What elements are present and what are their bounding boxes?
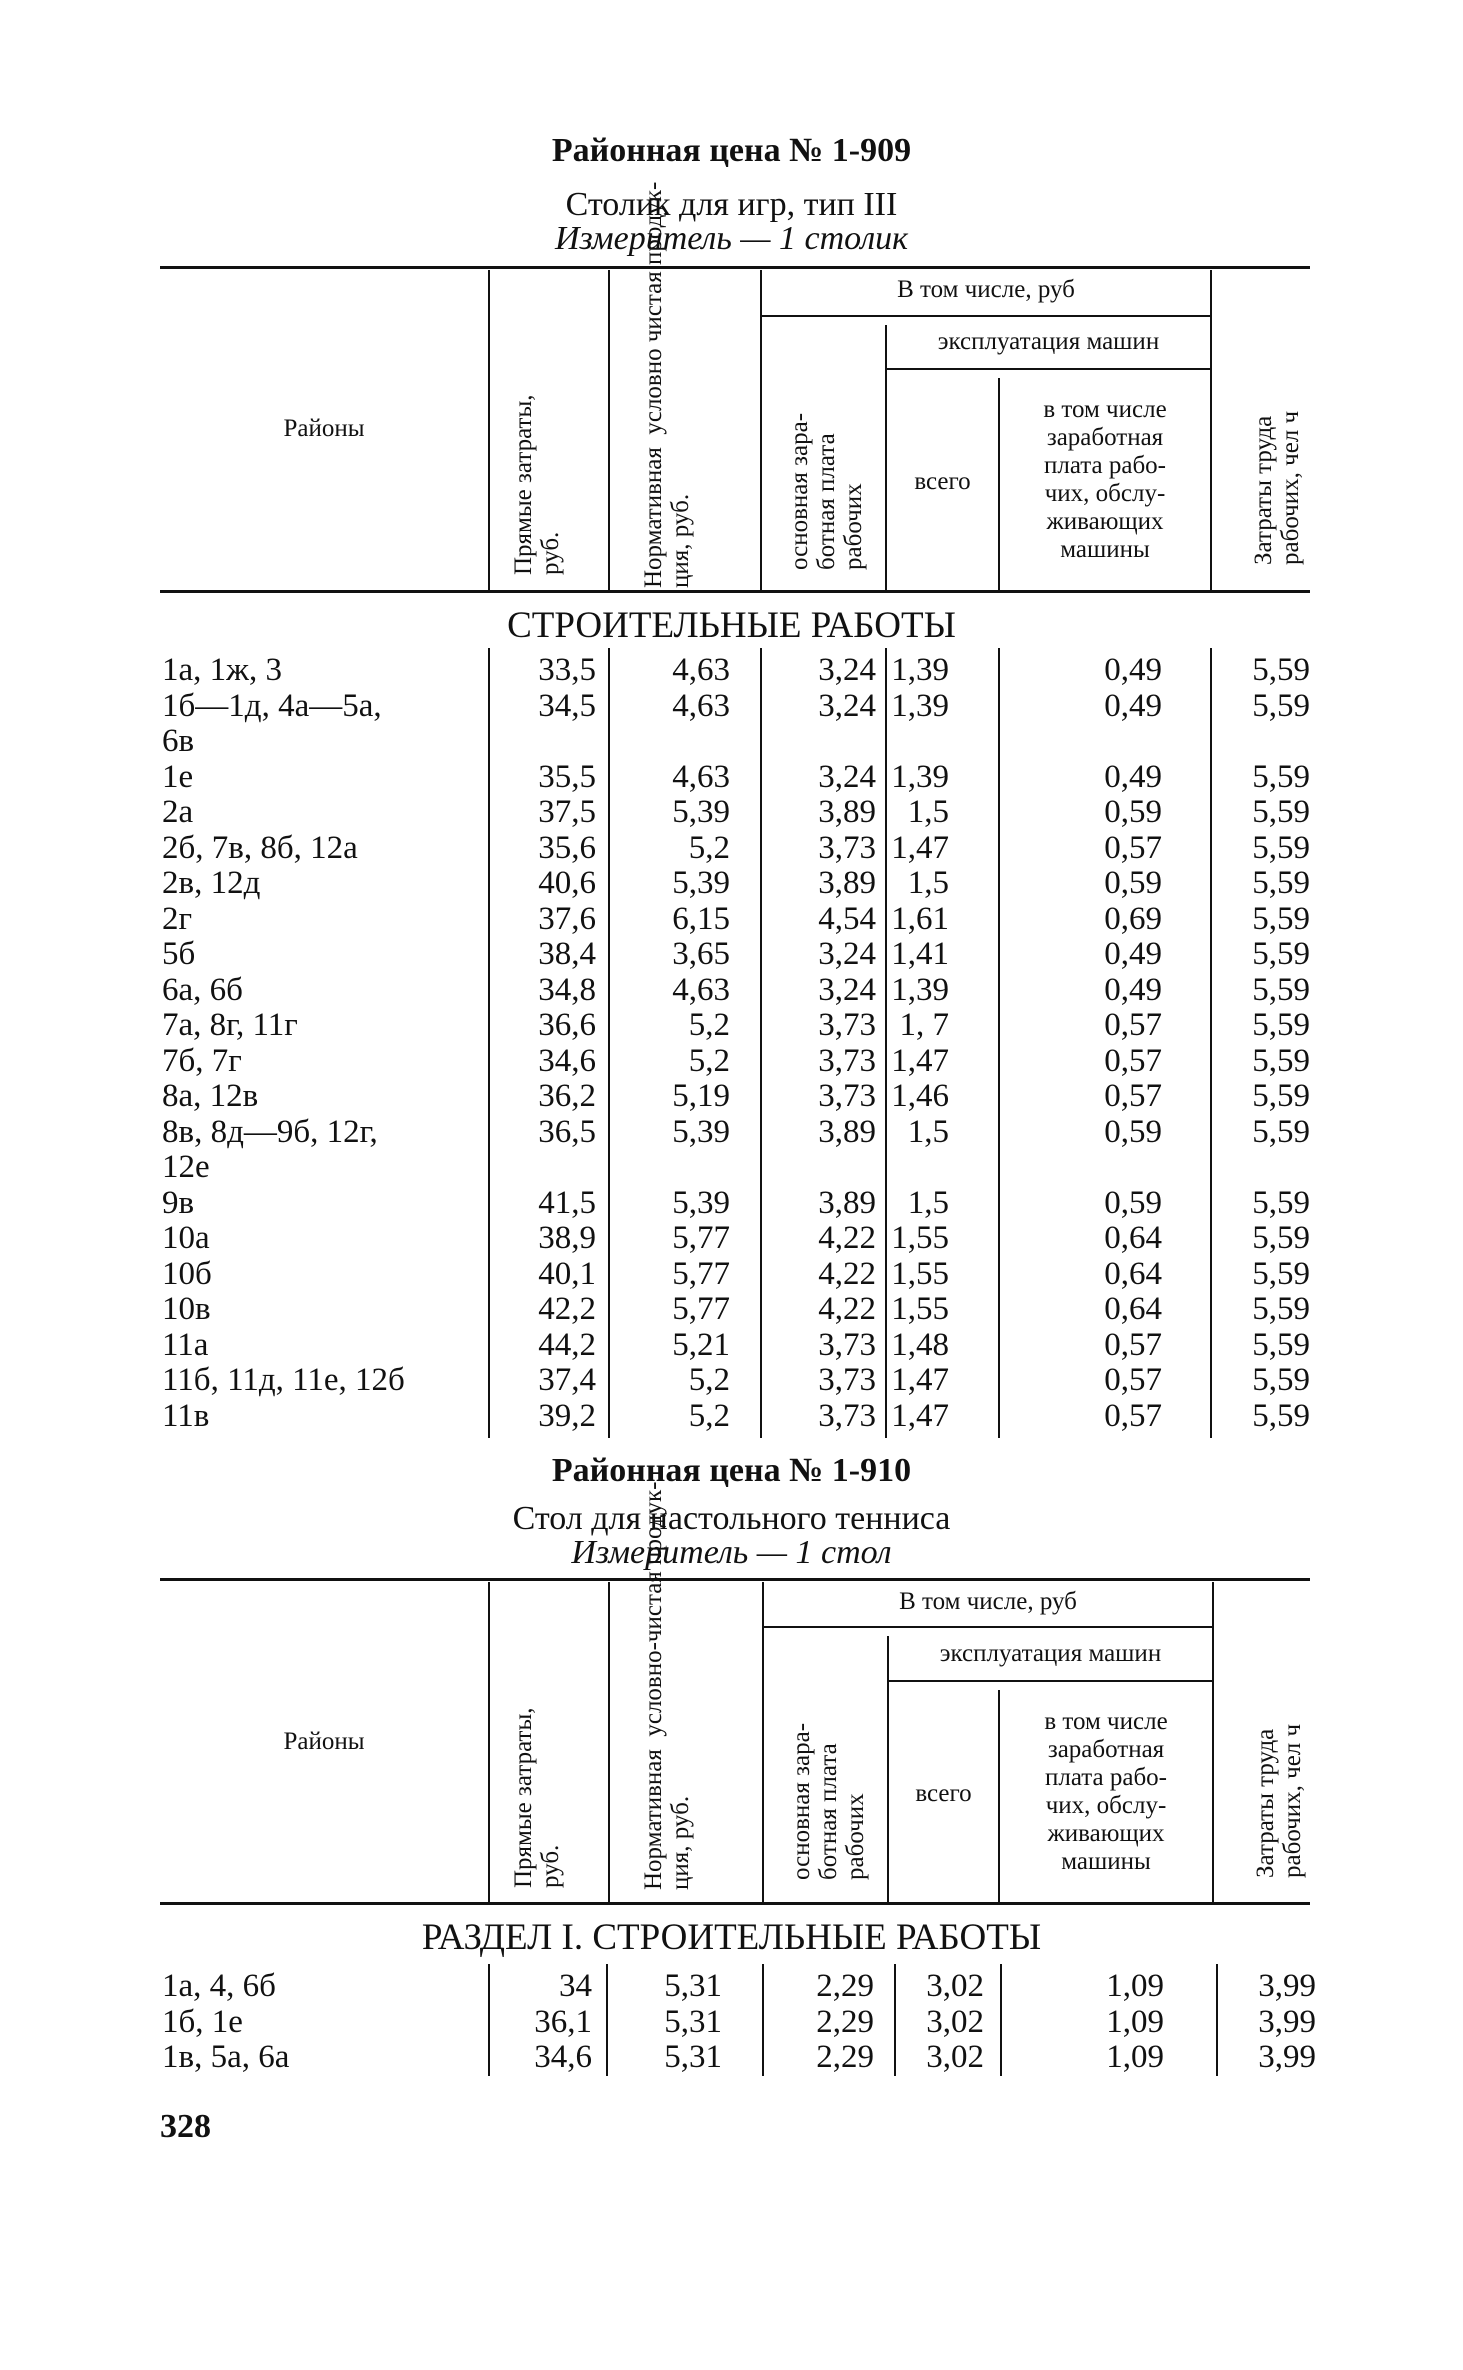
cell-region: 1е xyxy=(162,758,194,795)
cell-total: 1,47 xyxy=(891,1397,949,1434)
header-divider xyxy=(887,1636,889,1902)
cell-incl: 0,57 xyxy=(1104,1326,1162,1363)
header-labor: Затраты труда рабочих, чел ч xyxy=(1250,410,1304,565)
cell-total: 1,39 xyxy=(891,687,949,724)
cell-labor: 5,59 xyxy=(1252,687,1310,724)
header-bottom-rule xyxy=(160,590,1310,593)
cell-total: 3,02 xyxy=(926,1968,984,2004)
cell-wage: 3,24 xyxy=(818,971,876,1008)
header-incl-wage: в том числе заработная плата рабо- чих, обслу- живающих машины xyxy=(1043,396,1167,563)
cell-norm: 5,77 xyxy=(672,1220,730,1256)
table-row xyxy=(0,2004,1463,2040)
cell-incl: 1,09 xyxy=(1106,2003,1164,2040)
cell-incl: 0,57 xyxy=(1104,1007,1162,1043)
cell-direct: 37,4 xyxy=(538,1362,596,1398)
cell-wage: 4,22 xyxy=(818,1220,876,1256)
cell-labor: 5,59 xyxy=(1252,758,1310,795)
cell-total: 3,02 xyxy=(926,2039,984,2075)
cell-wage: 4,22 xyxy=(818,1291,876,1327)
cell-incl: 0,64 xyxy=(1104,1255,1162,1292)
cell-incl: 0,57 xyxy=(1104,1042,1162,1079)
header-total: всего xyxy=(914,468,971,495)
cell-labor: 5,59 xyxy=(1252,936,1310,972)
cell-total: 1,39 xyxy=(891,758,949,795)
cell-incl: 0,49 xyxy=(1104,936,1162,972)
cell-wage: 2,29 xyxy=(816,1968,874,2004)
cell-region: 5б xyxy=(162,936,196,972)
cell-direct: 42,2 xyxy=(538,1291,596,1327)
measure-1-910: Измеритель — 1 стол xyxy=(571,1534,892,1571)
cell-incl: 0,57 xyxy=(1104,1397,1162,1434)
header-regions: Районы xyxy=(283,1728,365,1755)
header-divider xyxy=(608,270,610,590)
cell-incl: 0,59 xyxy=(1104,1113,1162,1150)
section-title-1-910: РАЗДЕЛ I. СТРОИТЕЛЬНЫЕ РАБОТЫ xyxy=(421,1917,1042,1958)
table-row xyxy=(0,1220,1463,1256)
header-direct-costs: Прямые затраты, руб. xyxy=(510,394,564,575)
header-divider xyxy=(1210,270,1212,590)
cell-wage: 2,29 xyxy=(816,2003,874,2040)
cell-direct: 34,8 xyxy=(538,971,596,1008)
cell-incl: 0,64 xyxy=(1104,1220,1162,1256)
cell-norm: 5,2 xyxy=(688,1362,730,1398)
cell-direct: 35,6 xyxy=(538,829,596,866)
header-top-rule xyxy=(160,1578,1310,1581)
table-row xyxy=(0,1398,1463,1434)
cell-total: 1,55 xyxy=(891,1291,949,1327)
cell-norm: 3,65 xyxy=(672,936,730,972)
cell-norm: 5,77 xyxy=(672,1291,730,1327)
header-divider xyxy=(608,1582,610,1902)
cell-region: 6в xyxy=(162,723,195,759)
item-name-1-909: Столик для игр, тип III xyxy=(565,186,898,223)
cell-direct: 36,1 xyxy=(534,2003,592,2040)
cell-region: 11а xyxy=(162,1326,209,1363)
header-subrule xyxy=(764,1626,1212,1628)
cell-region: 11б, 11д, 11е, 12б xyxy=(162,1362,405,1398)
cell-labor: 5,59 xyxy=(1252,1397,1310,1434)
header-direct-costs: Прямые затраты, руб. xyxy=(510,1707,564,1888)
cell-region: 12е xyxy=(162,1149,210,1185)
price-title-1-910: Районная цена № 1-910 xyxy=(551,1452,912,1489)
cell-labor: 5,59 xyxy=(1252,1184,1310,1221)
header-labor: Затраты труда рабочих, чел ч xyxy=(1252,1723,1306,1878)
cell-region: 7б, 7г xyxy=(162,1042,242,1079)
cell-norm: 5,19 xyxy=(672,1078,730,1114)
cell-norm: 5,39 xyxy=(672,1113,730,1150)
cell-region: 2а xyxy=(162,794,194,830)
cell-total: 1,5 xyxy=(907,1113,949,1150)
table-row xyxy=(0,901,1463,937)
cell-norm: 4,63 xyxy=(672,652,730,688)
table-row xyxy=(0,1007,1463,1043)
header-divider xyxy=(760,270,762,590)
cell-region: 1б, 1е xyxy=(162,2003,243,2040)
cell-total: 1,39 xyxy=(891,652,949,688)
table-row xyxy=(0,1114,1463,1150)
measure-1-909: Измеритель — 1 столик xyxy=(554,220,909,257)
table-row xyxy=(0,936,1463,972)
table-row xyxy=(0,1149,1463,1185)
header-regions: Районы xyxy=(283,415,365,442)
cell-region: 10в xyxy=(162,1291,211,1327)
header-subrule xyxy=(887,368,1210,370)
cell-norm: 5,2 xyxy=(688,1007,730,1043)
cell-labor: 3,99 xyxy=(1258,1968,1316,2004)
cell-norm: 6,15 xyxy=(672,900,730,937)
cell-incl: 0,59 xyxy=(1104,794,1162,830)
cell-wage: 3,73 xyxy=(818,1326,876,1363)
table-row xyxy=(0,1043,1463,1079)
cell-direct: 35,5 xyxy=(538,758,596,795)
header-divider xyxy=(488,270,490,590)
cell-total: 1,5 xyxy=(907,1184,949,1221)
cell-direct: 36,6 xyxy=(538,1007,596,1043)
cell-labor: 5,59 xyxy=(1252,900,1310,937)
cell-region: 11в xyxy=(162,1397,210,1434)
header-norm-net-product: Нормативная условно чистая продук- ция, руб. xyxy=(640,181,694,588)
table-row xyxy=(0,794,1463,830)
cell-wage: 3,89 xyxy=(818,1113,876,1150)
cell-wage: 3,24 xyxy=(818,758,876,795)
cell-norm: 5,39 xyxy=(672,1184,730,1221)
cell-norm: 5,39 xyxy=(672,865,730,901)
cell-region: 8в, 8д—9б, 12г, xyxy=(162,1113,378,1150)
cell-region: 1а, 4, 6б xyxy=(162,1968,276,2004)
cell-direct: 37,6 xyxy=(538,900,596,937)
cell-incl: 0,49 xyxy=(1104,971,1162,1008)
cell-incl: 0,59 xyxy=(1104,1184,1162,1221)
cell-total: 1,41 xyxy=(891,936,949,972)
cell-incl: 0,57 xyxy=(1104,1078,1162,1114)
cell-labor: 5,59 xyxy=(1252,1255,1310,1292)
cell-total: 1,5 xyxy=(907,794,949,830)
cell-incl: 0,49 xyxy=(1104,758,1162,795)
cell-direct: 39,2 xyxy=(538,1397,596,1434)
cell-labor: 5,59 xyxy=(1252,971,1310,1008)
cell-wage: 2,29 xyxy=(816,2039,874,2075)
cell-wage: 3,73 xyxy=(818,829,876,866)
cell-norm: 5,21 xyxy=(672,1326,730,1363)
cell-labor: 5,59 xyxy=(1252,1113,1310,1150)
cell-total: 1,48 xyxy=(891,1326,949,1363)
cell-region: 9в xyxy=(162,1184,195,1221)
cell-direct: 34,6 xyxy=(534,2039,592,2075)
cell-wage: 3,89 xyxy=(818,794,876,830)
item-name-1-910: Стол для настольного тенниса xyxy=(512,1500,951,1537)
cell-incl: 0,64 xyxy=(1104,1291,1162,1327)
cell-direct: 38,9 xyxy=(538,1220,596,1256)
cell-wage: 3,24 xyxy=(818,687,876,724)
cell-direct: 34,6 xyxy=(538,1042,596,1079)
cell-norm: 5,31 xyxy=(664,2003,722,2040)
cell-incl: 0,49 xyxy=(1104,687,1162,724)
price-title-1-909: Районная цена № 1-909 xyxy=(551,132,912,169)
cell-labor: 3,99 xyxy=(1258,2003,1316,2040)
table-row xyxy=(0,688,1463,724)
cell-norm: 4,63 xyxy=(672,687,730,724)
cell-direct: 38,4 xyxy=(538,936,596,972)
cell-wage: 3,73 xyxy=(818,1397,876,1434)
cell-region: 10б xyxy=(162,1255,212,1292)
cell-wage: 3,24 xyxy=(818,652,876,688)
header-bottom-rule xyxy=(160,1902,1310,1905)
cell-region: 1а, 1ж, 3 xyxy=(162,652,282,688)
cell-total: 1,55 xyxy=(891,1255,949,1292)
cell-norm: 5,2 xyxy=(688,1042,730,1079)
table-row xyxy=(0,1291,1463,1327)
table-row xyxy=(0,1185,1463,1221)
cell-labor: 5,59 xyxy=(1252,1007,1310,1043)
cell-direct: 34 xyxy=(559,1968,592,2004)
cell-region: 2б, 7в, 8б, 12а xyxy=(162,829,358,866)
cell-norm: 4,63 xyxy=(672,758,730,795)
cell-norm: 5,2 xyxy=(688,829,730,866)
table-row xyxy=(0,865,1463,901)
header-total: всего xyxy=(915,1780,972,1807)
cell-region: 2г xyxy=(162,900,193,937)
cell-labor: 5,59 xyxy=(1252,865,1310,901)
cell-region: 2в, 12д xyxy=(162,865,261,901)
table-row xyxy=(0,2039,1463,2075)
header-divider xyxy=(762,1582,764,1902)
cell-wage: 3,89 xyxy=(818,1184,876,1221)
cell-incl: 0,57 xyxy=(1104,1362,1162,1398)
cell-labor: 5,59 xyxy=(1252,1078,1310,1114)
cell-wage: 3,89 xyxy=(818,865,876,901)
cell-labor: 5,59 xyxy=(1252,829,1310,866)
cell-norm: 5,2 xyxy=(688,1397,730,1434)
cell-wage: 3,24 xyxy=(818,936,876,972)
cell-region: 6а, 6б xyxy=(162,971,243,1008)
header-divider xyxy=(885,325,887,590)
cell-wage: 3,73 xyxy=(818,1042,876,1079)
cell-labor: 5,59 xyxy=(1252,652,1310,688)
cell-incl: 0,49 xyxy=(1104,652,1162,688)
cell-wage: 4,54 xyxy=(818,900,876,937)
header-incl-wage: в том числе заработная плата рабо- чих, обслу- живающих машины xyxy=(1044,1708,1168,1875)
header-including: В том числе, руб xyxy=(897,276,1075,303)
cell-norm: 5,31 xyxy=(664,2039,722,2075)
section-title-1-909: СТРОИТЕЛЬНЫЕ РАБОТЫ xyxy=(507,605,956,646)
table-row xyxy=(0,1968,1463,2004)
cell-total: 3,02 xyxy=(926,2003,984,2040)
cell-region: 10а xyxy=(162,1220,210,1256)
cell-total: 1,46 xyxy=(891,1078,949,1114)
header-divider xyxy=(1212,1582,1214,1902)
cell-labor: 5,59 xyxy=(1252,1362,1310,1398)
header-divider xyxy=(488,1582,490,1902)
cell-wage: 4,22 xyxy=(818,1255,876,1292)
cell-norm: 5,39 xyxy=(672,794,730,830)
cell-incl: 1,09 xyxy=(1106,2039,1164,2075)
cell-wage: 3,73 xyxy=(818,1362,876,1398)
cell-incl: 0,59 xyxy=(1104,865,1162,901)
cell-labor: 5,59 xyxy=(1252,1291,1310,1327)
cell-region: 1б—1д, 4а—5а, xyxy=(162,687,382,724)
cell-wage: 3,73 xyxy=(818,1078,876,1114)
cell-total: 1,61 xyxy=(891,900,949,937)
table-row xyxy=(0,652,1463,688)
header-base-wage: основная зара- ботная плата рабочих xyxy=(786,412,867,570)
cell-total: 1,47 xyxy=(891,829,949,866)
table-row xyxy=(0,723,1463,759)
cell-direct: 37,5 xyxy=(538,794,596,830)
cell-norm: 5,31 xyxy=(664,1968,722,2004)
cell-direct: 40,6 xyxy=(538,865,596,901)
header-machines: эксплуатация машин xyxy=(939,1640,1162,1667)
cell-norm: 5,77 xyxy=(672,1255,730,1292)
cell-direct: 40,1 xyxy=(538,1255,596,1292)
cell-incl: 0,69 xyxy=(1104,900,1162,937)
cell-incl: 1,09 xyxy=(1106,1968,1164,2004)
cell-labor: 3,99 xyxy=(1258,2039,1316,2075)
cell-direct: 44,2 xyxy=(538,1326,596,1363)
cell-direct: 36,2 xyxy=(538,1078,596,1114)
cell-labor: 5,59 xyxy=(1252,1042,1310,1079)
table-row xyxy=(0,830,1463,866)
table-row xyxy=(0,972,1463,1008)
cell-total: 1,55 xyxy=(891,1220,949,1256)
table-row xyxy=(0,1327,1463,1363)
cell-total: 1,39 xyxy=(891,971,949,1008)
cell-total: 1,5 xyxy=(907,865,949,901)
cell-total: 1,47 xyxy=(891,1042,949,1079)
header-including: В том числе, руб xyxy=(899,1588,1077,1615)
cell-norm: 4,63 xyxy=(672,971,730,1008)
cell-incl: 0,57 xyxy=(1104,829,1162,866)
table-row xyxy=(0,1256,1463,1292)
table-row xyxy=(0,759,1463,795)
header-machines: эксплуатация машин xyxy=(937,328,1160,355)
header-subrule xyxy=(889,1680,1212,1682)
cell-direct: 34,5 xyxy=(538,687,596,724)
cell-direct: 33,5 xyxy=(538,652,596,688)
header-subrule xyxy=(762,315,1210,317)
header-norm-net-product: Нормативная условно-чистая продук- ция, руб. xyxy=(640,1481,694,1890)
cell-labor: 5,59 xyxy=(1252,794,1310,830)
cell-labor: 5,59 xyxy=(1252,1326,1310,1363)
cell-labor: 5,59 xyxy=(1252,1220,1310,1256)
cell-region: 8а, 12в xyxy=(162,1078,259,1114)
cell-region: 1в, 5а, 6а xyxy=(162,2039,290,2075)
cell-wage: 3,73 xyxy=(818,1007,876,1043)
table-row xyxy=(0,1078,1463,1114)
cell-direct: 36,5 xyxy=(538,1113,596,1150)
cell-total: 1, 7 xyxy=(899,1007,949,1043)
cell-region: 7а, 8г, 11г xyxy=(162,1007,298,1043)
page-number: 328 xyxy=(160,2108,211,2145)
header-base-wage: основная зара- ботная плата рабочих xyxy=(788,1722,869,1880)
header-top-rule xyxy=(160,266,1310,269)
table-row xyxy=(0,1362,1463,1398)
cell-direct: 41,5 xyxy=(538,1184,596,1221)
cell-total: 1,47 xyxy=(891,1362,949,1398)
